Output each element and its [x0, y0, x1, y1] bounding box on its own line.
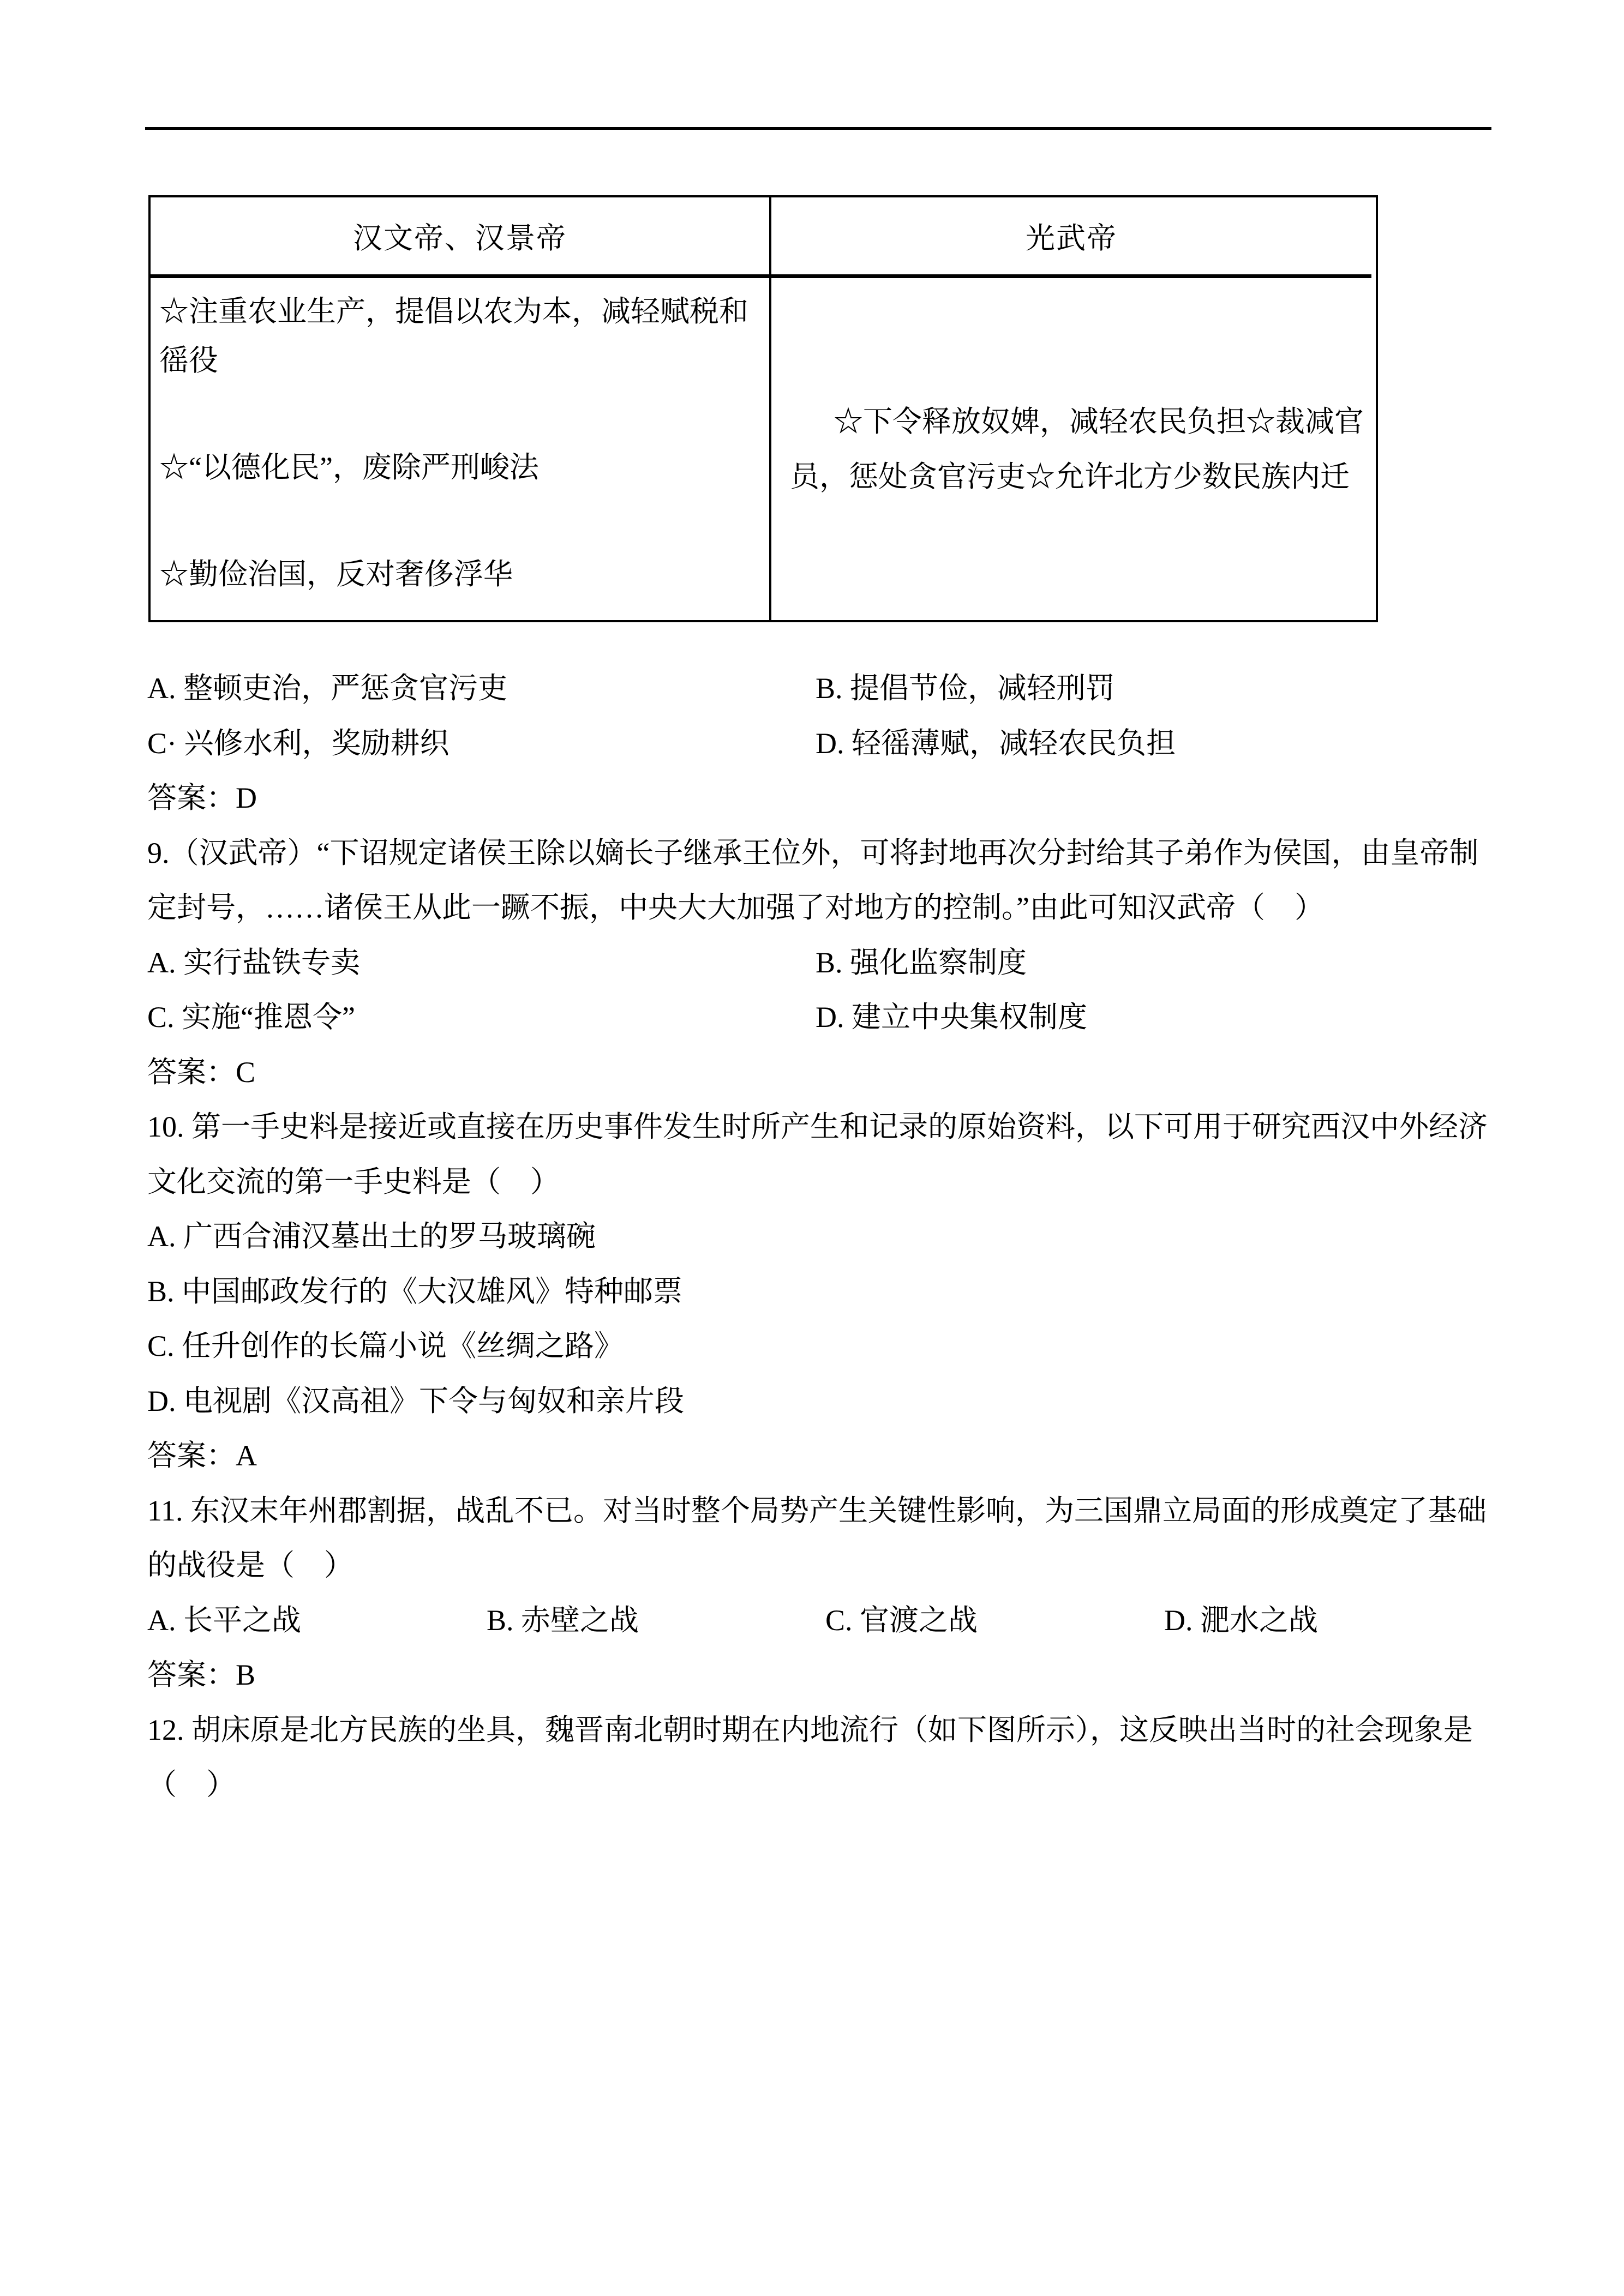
- q9-options-row-2: [147, 990, 1489, 1045]
- policy-line: ☆下令释放奴婢，减轻农民负担☆裁减官: [834, 405, 1364, 438]
- q9-text-line-1: 9.（汉武帝）“下诏规定诸侯王除以嫡长子继承王位外，可将封地再次分封给其子弟作为侯国，由皇帝制: [147, 836, 1479, 869]
- q10-text-line-1: 10. 第一手史料是接近或直接在历史事件发生时所产生和记录的原始资料，以下可用于研究西汉中外经济: [147, 1110, 1488, 1143]
- q10-option-d: D. 电视剧《汉高祖》下令与匈奴和亲片段: [147, 1384, 684, 1417]
- table-cell-guangwudi-policies: [771, 278, 1371, 620]
- policy-item: ☆注重农业生产，提倡以农为本，减轻赋税和徭役: [159, 295, 748, 377]
- q11-option-c: C. 官渡之战: [825, 1603, 978, 1637]
- q8-option-a: A. 整顿吏治，严惩贪官污吏: [147, 672, 507, 705]
- q11-option-d: D. 淝水之战: [1164, 1603, 1318, 1637]
- q9-options-row-1: [147, 935, 1489, 990]
- table-cell-wendi-jingdi-policies: [151, 278, 771, 620]
- q9-option-a: A. 实行盐铁专卖: [147, 946, 360, 979]
- q8-options-row-2: [147, 716, 1489, 771]
- table-header-guangwudi: 光武帝: [771, 197, 1371, 278]
- q12-text-line-2: （ ）: [147, 1768, 236, 1801]
- policy-item: ☆勤俭治国，反对奢侈浮华: [159, 558, 513, 591]
- q9-text-line-2: 定封号，……诸侯王从此一蹶不振，中央大大加强了对地方的控制。”由此可知汉武帝（ ）: [147, 891, 1324, 924]
- q10-text-line-2: 文化交流的第一手史料是（ ）: [147, 1165, 560, 1198]
- policy-item: ☆“以德化民”，废除严刑峻法: [159, 451, 539, 484]
- q10-option-c: C. 任升创作的长篇小说《丝绸之路》: [147, 1330, 624, 1362]
- policy-line: 员，惩处贪官污吏☆允许北方少数民族内迁: [790, 460, 1350, 493]
- q9-option-c: C. 实施“推恩令”: [147, 1001, 355, 1033]
- emperor-comparison-table: [148, 195, 1378, 622]
- table-header-wendi-jingdi: 汉文帝、汉景帝: [151, 197, 771, 278]
- q11-text-line-1: 11. 东汉末年州郡割据，战乱不已。对当时整个局势产生关键性影响，为三国鼎立局面的形成奠定了基础: [147, 1494, 1487, 1527]
- q9-option-b: B. 强化监察制度: [816, 946, 1027, 979]
- q8-answer-line: 答案：D: [147, 782, 257, 814]
- q9-option-d: D. 建立中央集权制度: [816, 1001, 1087, 1033]
- q11-text-line-2: 的战役是（ ）: [147, 1549, 353, 1582]
- q9-answer-line: 答案：C: [147, 1055, 256, 1089]
- q11-options-row: [147, 1593, 1489, 1648]
- q10-answer-line: 答案：A: [147, 1439, 257, 1472]
- q8-options-row-1: [147, 661, 1489, 716]
- q11-option-b: B. 赤壁之战: [487, 1603, 639, 1637]
- q10-option-a: A. 广西合浦汉墓出土的罗马玻璃碗: [147, 1220, 596, 1253]
- q8-option-b: B. 提倡节俭，减轻刑罚: [816, 672, 1116, 705]
- header-rule: [145, 127, 1491, 130]
- q11-answer-line: 答案：B: [147, 1658, 256, 1691]
- q10-option-b: B. 中国邮政发行的《大汉雄风》特种邮票: [147, 1275, 683, 1308]
- q12-text-line-1: 12. 胡床原是北方民族的坐具，魏晋南北朝时期在内地流行（如下图所示），这反映出当时的社会现象是: [147, 1713, 1473, 1746]
- q11-option-a: A. 长平之战: [147, 1603, 301, 1637]
- q8-option-d: D. 轻徭薄赋，减轻农民负担: [816, 726, 1176, 760]
- questions-area: [147, 661, 1489, 1812]
- q8-option-c: C· 兴修水利，奖励耕织: [147, 726, 450, 760]
